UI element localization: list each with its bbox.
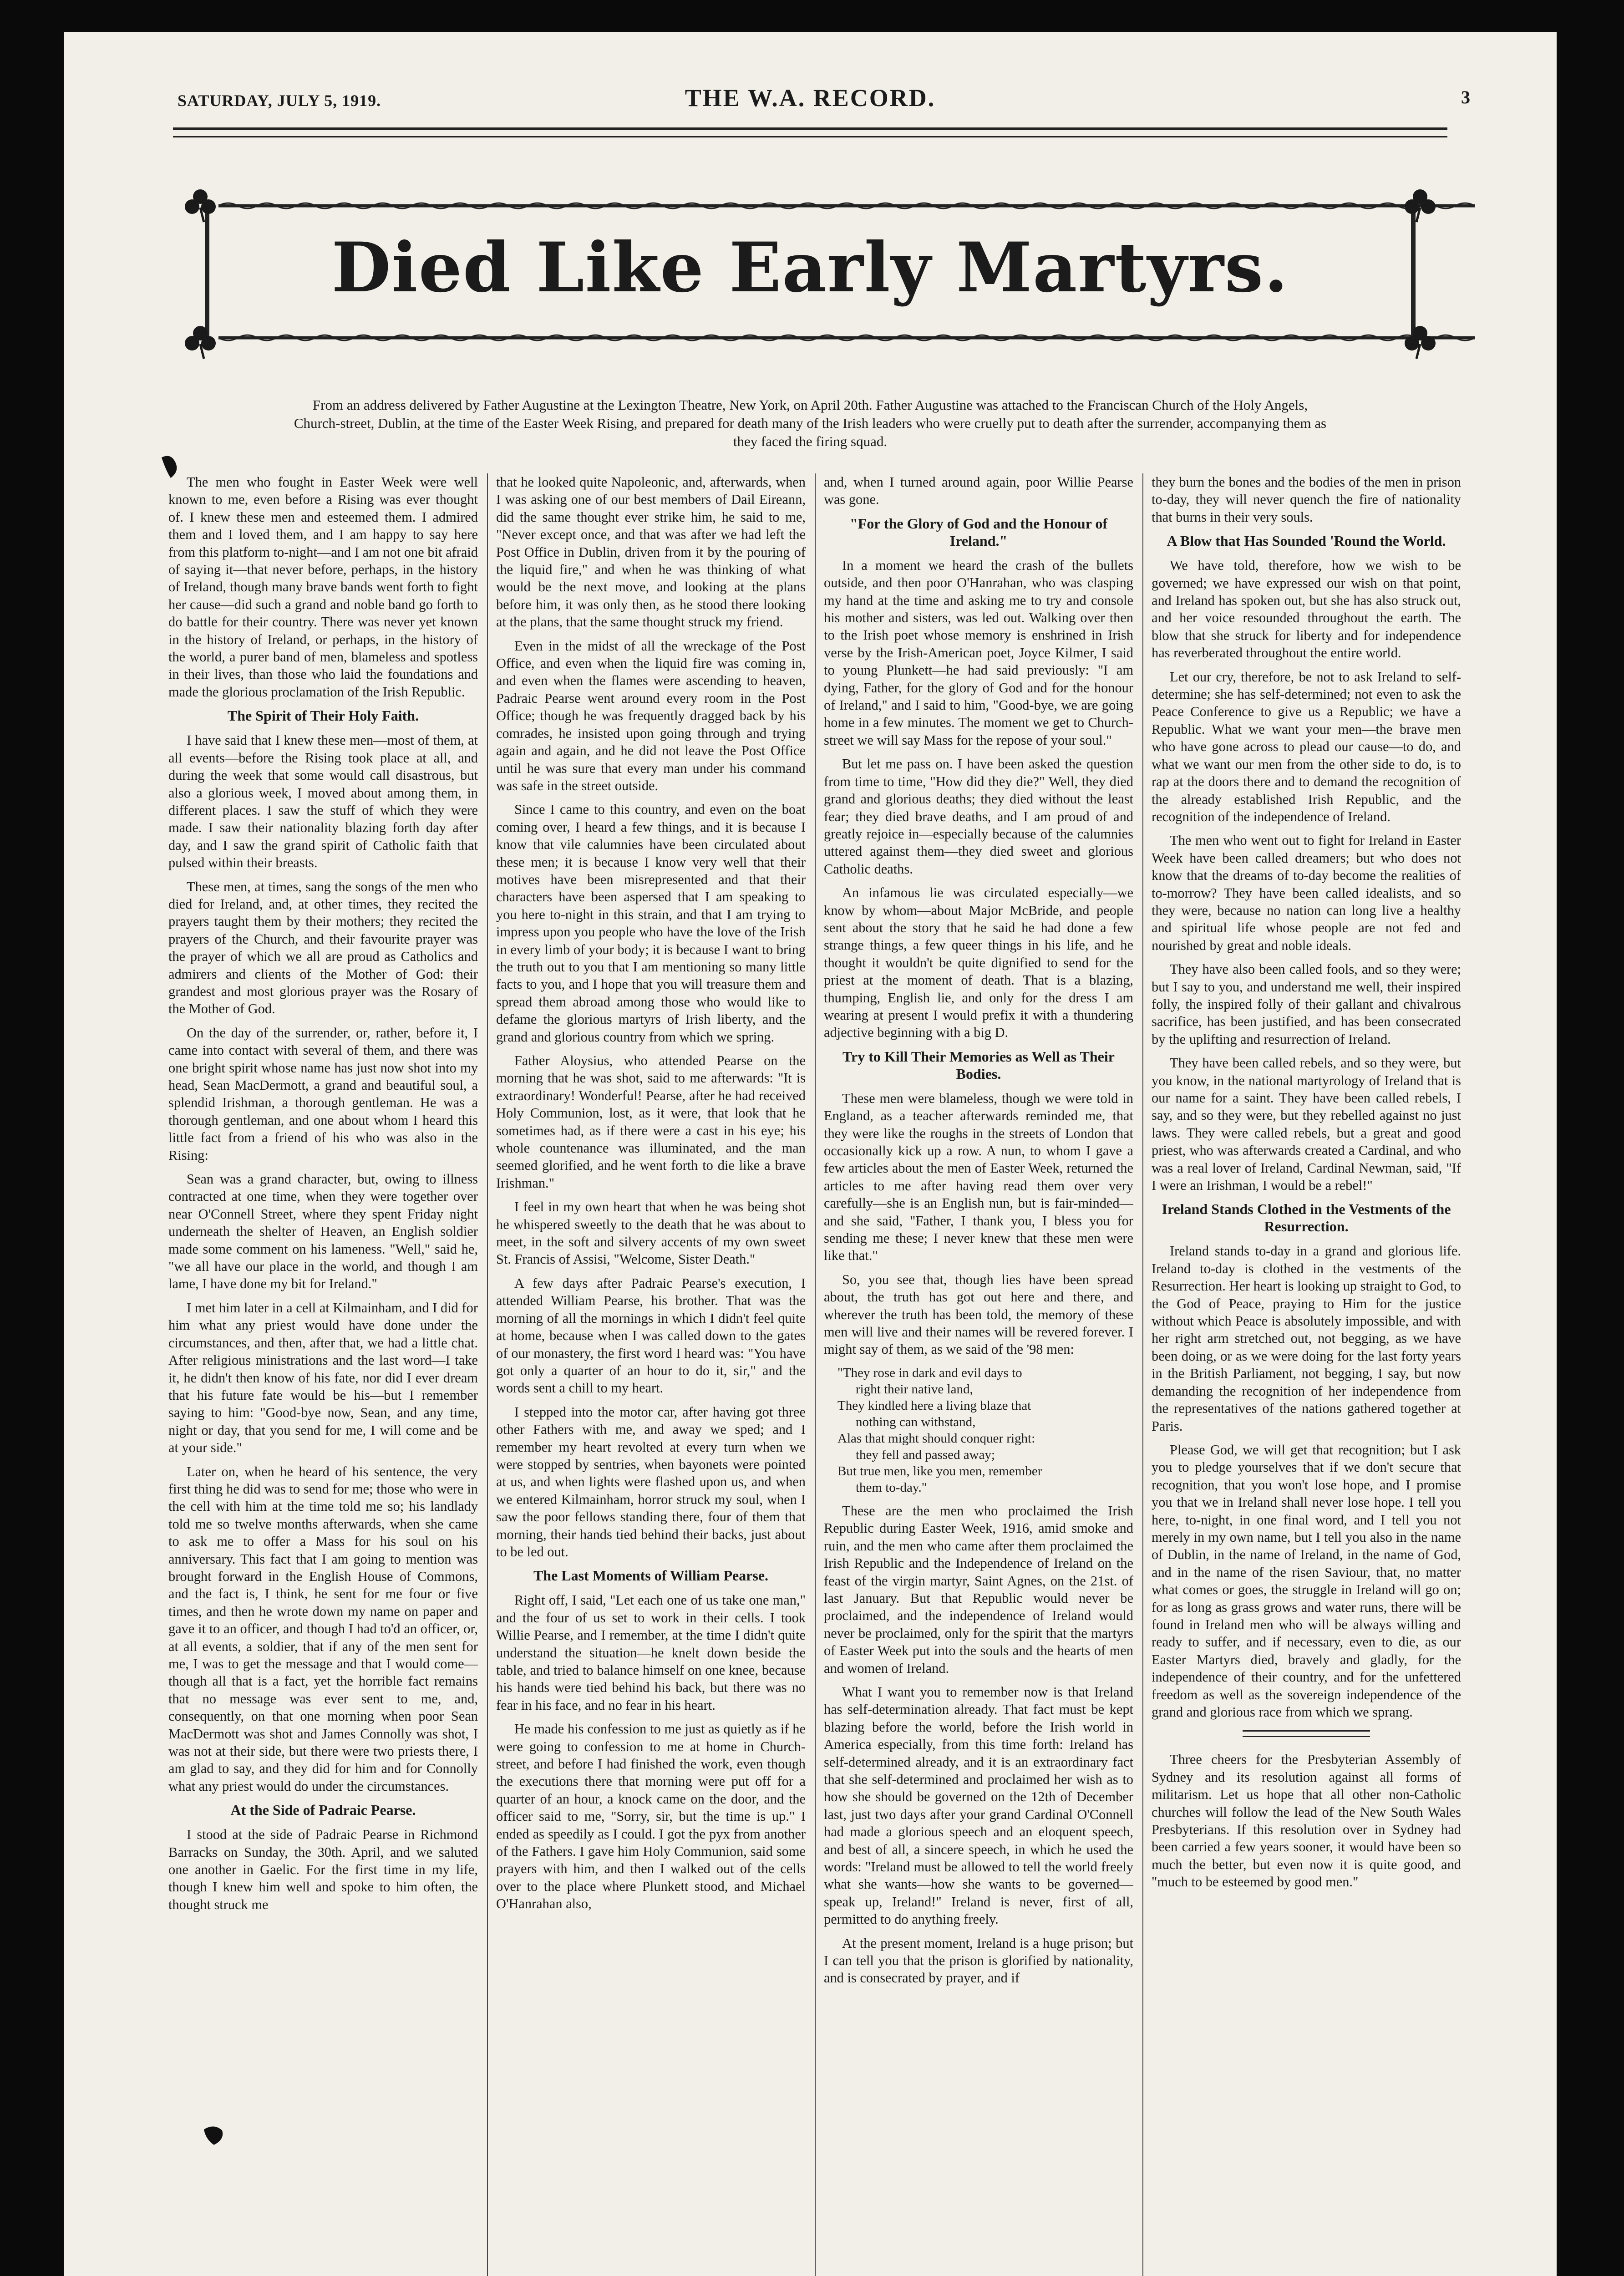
paragraph: These are the men who proclaimed the Irish Republic during Easter Week, 1916, amid smoke and ruin, and the men who came after them proclaimed the Irish Republic and the Independence of Ireland on the feast of the virgin martyr, Saint Agnes, on the 21st. of last January. But that Republic would never be proclaimed, and the independence of Ireland would never be proclaimed, only for the spirit that the martyrs of Easter Week put into the souls and the hearts of men and women of Ireland. [824, 1503, 1133, 1676]
paragraph: The men who went out to fight for Ireland in Easter Week have been called dreamers; but who does not know that the dreams of to-day become the realities of to-morrow? They have been called idealists, and so they were, because no nation can long live a healthy and spiritual life whose people are not fed and nourished by great and noble ideals. [1152, 833, 1461, 953]
column-4 [1152, 473, 1461, 2276]
paragraph: They have also been called fools, and so they were; but I say to you, and understand me well, their inspired folly, the inspired folly of their gallant and chivalrous sacrifice, has been justified, and has been consecrated by the uplifting and resurrection of Ireland. [1152, 961, 1461, 1047]
paragraph: I met him later in a cell at Kilmainham, and I did for him what any priest would have done under the circumstances, and then, after that, we had a little chat. After religious ministrations and the last word—I take it, he didn't then know of his fate, nor did I ever dream that his future fate would be his—but I remember saying to him: "Good-bye now, Sean, and any time, night or day, that you send for me, I will come and be at your side." [168, 1300, 478, 1456]
newspaper-name: THE W.A. RECORD. [685, 84, 936, 112]
verse-line: "They rose in dark and evil days to [837, 1365, 1022, 1380]
paragraph: Three cheers for the Presbyterian Assembly of Sydney and its resolution against all forms of militarism. Let us hope that all other non-Catholic churches will follow the lead of the New South Wales Presbyterians. If this resolution over in Sydney had been carried a few years sooner, it would have been so much the better, but even now it is quite good, and "much to be esteemed by good men." [1152, 1752, 1461, 1890]
article-intro: From an address delivered by Father Augustine at the Lexington Theatre, New York, on April 20th. Father Augustine was attached to the Franciscan Church of the Holy Angels, Church-street, Dublin, at the time of the Easter Week Rising, and prepared for death many of the Irish leaders who were cruelly put to death after the surrender, accompanying them as they faced the firing squad. [294, 397, 1327, 449]
headline-box [182, 187, 1438, 360]
running-head [178, 82, 1470, 118]
column-2 [496, 473, 806, 2276]
shamrock-icon [1402, 187, 1438, 223]
paragraph: So, you see that, though lies have been spread about, the truth has got out here and there, and wherever the truth has been told, the memory of these men will live and their names will be revered forever. I might say of them, as we said of the '98 men: [824, 1271, 1133, 1357]
page-number: 3 [1461, 87, 1470, 107]
article-body [168, 473, 1461, 2276]
subheading: The Last Moments of William Pearse. [533, 1567, 769, 1584]
column-divider [1142, 473, 1143, 2276]
issue-date: SATURDAY, JULY 5, 1919. [178, 91, 381, 110]
subheading: At the Side of Padraic Pearse. [230, 1802, 416, 1819]
paragraph: Please God, we will get that recognition; but I ask you to pledge yourselves that if we don't secure that recognition, that you won't lose hope, and I promise you that we in Ireland shall never lose hope. I tell you here, to-night, in one final word, and I tell you not merely in my own name, but I tell you also in the name of Dublin, in the name of Ireland, in the name of God, and in the name of the risen Saviour, that, no matter what comes or goes, the struggle in Ireland will go on; for as long as grass grows and water runs, there will be found in Ireland men who will be always willing and ready to suffer, and if necessary, even to die, as our Easter Martyrs died, bravely and gladly, for the independence of their country, and for the unfettered freedom as well as the sovereign independence of the grand and glorious race from which we sprang. [1152, 1442, 1461, 1720]
paragraph: that he looked quite Napoleonic, and, afterwards, when I was asking one of our best members of Dail Eireann, did the same thought ever strike him, he said to me, "Never except once, and that was after we had left the Post Office in Dublin, driven from it by the pouring of the liquid fire," and when he was thinking of what would be the next move, and looking at the plans before him, it was only then, as he stood there looking at the plans, that the same thought struck my friend. [496, 474, 806, 630]
column-1 [168, 473, 478, 2276]
paragraph: But let me pass on. I have been asked the question from time to time, "How did they die?" Well, they died grand and glorious deaths; they died without the least fear; they died brave deaths, and I am proud of and greatly rejoice in—especially because of the calumnies uttered against them—they died sweet and glorious Catholic deaths. [824, 756, 1133, 877]
column-3 [824, 473, 1133, 2276]
subheading: A Blow that Has Sounded 'Round the World. [1167, 533, 1446, 549]
paragraph: On the day of the surrender, or, rather, before it, I came into contact with several of them, and there was one bright spirit whose name has just now shot into my head, Sean MacDermott, a grand and beautiful soul, a splendid Irishman, a thorough gentleman. He was a thorough gentleman, and one about whom I heard this little fact from a friend of his who was also in the Rising: [168, 1025, 478, 1163]
subheading: Try to Kill Their Memories as Well as Their Bodies. [842, 1048, 1115, 1082]
ornamental-border-bottom [218, 332, 1475, 343]
paragraph: We have told, therefore, how we wish to be governed; we have expressed our wish on that point, and Ireland has spoken out, but she has also struck out, and her voice resounded throughout the earth. The blow that she struck for liberty and for independence has reverberated throughout the entire world. [1152, 558, 1461, 661]
paragraph: Father Aloysius, who attended Pearse on the morning that he was shot, said to me afterwards: "It is extraordinary! Wonderful! Pearse, after he had received Holy Communion, lost, as it were, that look that he sometimes had, as if there were a cast in his eye; his whole countenance was illuminated, and the man seemed glorified, and he went forth to die like a brave Irishman." [496, 1053, 806, 1191]
paragraph: I have said that I knew these men—most of them, at all events—before the Rising took place at all, and during the week that some would call disastrous, but also a glorious week, I moved about among them, in different places. I saw the stuff of which they were made. I saw their nationality blazing forth day after day, and I saw the grand spirit of Catholic faith that pulsed within their breasts. [168, 732, 478, 871]
paragraph: I stood at the side of Padraic Pearse in Richmond Barracks on Sunday, the 30th. April, and we saluted one another in Gaelic. For the first time in my life, though I knew him well and spoke to him often, the thought struck me [168, 1827, 478, 1912]
paragraph: What I want you to remember now is that Ireland has self-determination already. That fact must be kept blazing before the world, before the Irish world in America especially, from this time forth: Ireland has self-determined already, and it is an extraordinary fact that she self-determined and proclaimed her wish as to how she should be governed on the 12th of December last, just two days after your grand Cardinal O'Connell had made a glorious speech and an eloquent speech, and best of all, a sincere speech, in which he used the words: "Ireland must be allowed to tell the world freely what she wants—how she wants to be governed—speak up, Ireland!" Ireland is never, first of all, permitted to do anything freely. [824, 1684, 1133, 1927]
verse-line: right their native land, [856, 1382, 973, 1397]
paragraph: A few days after Padraic Pearse's execution, I attended William Pearse, his brother. That was the morning of all the mornings in which I didn't feel quite at home, because when I was called down to the gates of our monastery, the first word I heard was: "You have got only a quarter of an hour to do it, sir," and the words sent a chill to my heart. [496, 1275, 806, 1396]
paragraph: An infamous lie was circulated especially—we know by whom—about Major McBride, and people sent about the story that he said he had done a few strange things, a few queer things in his life, and he thought it wouldn't be quite dignified to send for the priest at the moment of death. That is a blazing, thumping, English lie, and only for the dress I am wearing at present I would prefix it with a thundering adjective beginning with a big D. [824, 885, 1133, 1041]
paragraph: Since I came to this country, and even on the boat coming over, I heard a few things, and it is because I know that vile calumnies have been circulated about these men; it is because I know very well that their motives have been misrepresented and that their characters have been aspersed that I am speaking to you here to-night in this strain, and that I am trying to impress upon you people who have the love of the Irish in every limb of your body; it is because I want to bring the truth out to you that I am mentioning so many little facts to you, and I hope that you will treasure them and spread them abroad among those who would like to defame the glorious martyrs of Irish liberty, and the grand and glorious country from which we spring. [496, 802, 806, 1045]
verse-line: They kindled here a living blaze that [837, 1398, 1031, 1413]
column-divider [815, 473, 816, 2276]
paragraph: They have been called rebels, and so they were, but you know, in the national martyrology of Ireland that is our name for a saint. They have been called rebels, I say, and so they were, but they rebelled against no just laws. They were called rebels, but a great and good priest, who was afterwards created a Cardinal, and who was a real lover of Ireland, Cardinal Newman, said, "If I were an Irishman, I would be a rebel!" [1152, 1055, 1461, 1194]
paragraph: In a moment we heard the crash of the bullets outside, and then poor O'Hanrahan, who was clasping my hand at the time and asking me to try and console his mother and sisters, was led out. Walking over then to the Irish poet whose memory is enshrined in Irish verse by the Irish-American poet, Joyce Kilmer, I said to young Plunkett—he had said previously: "I am dying, Father, for the glory of God and for the honour of Ireland," and I said to him, "Good-bye, we are going home in a few minutes. The moment we get to Church-street we will say Mass for the repose of your soul." [824, 557, 1133, 748]
header-rule [173, 127, 1447, 137]
column-divider [487, 473, 488, 2276]
paragraph: they burn the bones and the bodies of the men in prison to-day, they will never quench the fire of nationality that burns in their very souls. [1152, 474, 1461, 525]
verse-line: Alas that might should conquer right: [837, 1431, 1035, 1446]
paragraph: Right off, I said, "Let each one of us take one man," and the four of us set to work in their cells. I took Willie Pearse, and I remember, at the time I didn't quite understand the situation—he knelt down beside the table, and tried to balance himself on one knee, because his hands were tied behind his back, but there was no fear in his face, and no fear in his heart. [496, 1592, 806, 1713]
newspaper-page [64, 32, 1557, 2276]
verse-line: they fell and passed away; [856, 1447, 995, 1462]
subheading: "For the Glory of God and the Honour of Ireland." [850, 515, 1107, 549]
paragraph: I stepped into the motor car, after having got three other Fathers with me, and away we sped; and I remember my heart revolted at every turn when we were stopped by sentries, when bayonets were pointed at us, and when lights were flashed upon us, and when we entered Kilmainham, horror struck my soul, when I saw the poor fellows standing there, four of them that morning, their hands tied behind their backs, just about to be led out. [496, 1404, 806, 1560]
shamrock-icon [182, 323, 218, 360]
section-divider [1243, 1730, 1370, 1737]
paragraph: Later on, when he heard of his sentence, the very first thing he did was to send for me; those who were in the cell with him at the time told me so; his landlady told me so twelve months afterwards, when she came to ask me to offer a Mass for his soul on his anniversary. This fact that I am going to mention was brought forward in the English House of Commons, and the fact is, I think, he sent for me four or five times, and then he wrote down my name on paper and gave it to an officer, and though I had to'd an officer, or, at all events, a soldier, that if any of the men sent for me, I was to get the message and that I would come—though all that is a fact, yet the horrible fact remains that no message was ever sent to me, and, consequently, on that one morning when poor Sean MacDermott was shot and James Connolly was shot, I was not at their side, but there were two priests there, I am glad to say, and they did for him and for Connolly what any priest would do under the circumstances. [168, 1463, 478, 1794]
subheading: Ireland Stands Clothed in the Vestments of the Resurrection. [1162, 1201, 1451, 1235]
verse-line: nothing can withstand, [856, 1414, 976, 1429]
paragraph: At the present moment, Ireland is a huge prison; but I can tell you that the prison is glorified by nationality, and is consecrated by prayer, and if [824, 1935, 1133, 1986]
shamrock-icon [182, 187, 218, 223]
paragraph: He made his confession to me just as quietly as if he were going to confession to me at home in Church-street, and before I had finished the work, even though the executions there that morning were put off for a quarter of an hour, a knock came on the door, and the officer said to me, "Sorry, sir, but the time is up." I ended as speedily as I could. I got the pyx from another of the Fathers. I gave him Holy Communion, said some prayers with him, and then I walked out of the cells over to the place where Plunkett stood, and Michael O'Hanrahan also, [496, 1721, 806, 1912]
paragraph: These men, at times, sang the songs of the men who died for Ireland, and, at other times, they recited the prayers taught them by their mothers; they recited the prayers of the Church, and their favourite prayer was the prayer of which we all are proud as Catholics and admirers and clients of the Mother of God: their grandest and most glorious prayer was the Rosary of the Mother of God. [168, 879, 478, 1017]
paragraph: These men were blameless, though we were told in England, as a teacher afterwards reminded me, that they were like the roughs in the streets of London that occasionally kick up a row. A nun, to whom I gave a few articles about the men of Easter Week, returned the articles to me after having read them over very carefully—she is an English nun, but is fair-minded—and she said, "Father, I thank you, I bless you for sending me these; I never knew that these men were like that." [824, 1090, 1133, 1264]
subheading: The Spirit of Their Holy Faith. [227, 707, 419, 724]
paragraph: Ireland stands to-day in a grand and glorious life. Ireland to-day is clothed in the vestments of the Resurrection. Her heart is looking up straight to God, to the God of Peace, praying to Him for the justice without which Peace is absolutely impossible, and with her right arm stretched out, not begging, as we have been doing, or as we were doing for the last forty years in the British Parliament, not begging, I say, but now demanding the recognition of her independence from the representatives of the nations gathered together at Paris. [1152, 1243, 1461, 1434]
shamrock-icon [1402, 323, 1438, 360]
headline: Died Like Early Martyrs. [331, 228, 1289, 308]
paragraph: Even in the midst of all the wreckage of the Post Office, and even when the liquid fire was coming in, and even when the flames were ascending to heaven, Padraic Pearse went around every room in the Post Office; though he was frequently dragged back by his comrades, he insisted upon going through and trying again and again, and he did not leave the Post Office until he was sure that every man under his command was safe in the street outside. [496, 638, 806, 793]
paragraph: The men who fought in Easter Week were well known to me, even before a Rising was ever thought of. I knew these men and esteemed them. I admired them and I loved them, and I am happy to say here from this platform to-night—and I am not one bit afraid of saying it—that never before, perhaps, in the history of Ireland, though many brave bands went forth to fight her cause—did such a grand and noble band go forth to do battle for their country. There was never yet known in the history of Ireland, or perhaps, in the history of the world, a purer band of men, blameless and spotless in their lives, than those who laid the foundations and made the glorious proclamation of the Irish Republic. [168, 474, 478, 700]
paragraph: I feel in my own heart that when he was being shot he whispered sweetly to the death that he was about to meet, in the soft and silvery accents of my own sweet St. Francis of Assisi, "Welcome, Sister Death." [496, 1199, 806, 1267]
paragraph: Sean was a grand character, but, owing to illness contracted at one time, when they were together over near O'Connell Street, where they spent Friday night underneath the shelter of Heaven, an English soldier made some comment on his lameness. "Well," said he, "we all have our place in the world, and though I am lame, I have done my bit for Ireland." [168, 1171, 478, 1292]
poem-quote [837, 1365, 1133, 1496]
verse-line: But true men, like you men, remember [837, 1463, 1042, 1478]
ornamental-border-top [218, 200, 1475, 211]
paragraph: Let our cry, therefore, be not to ask Ireland to self-determine; she has self-determined; not even to ask the Peace Conference to give us a Republic; we have a Republic. What we want your men—the brave men who have gone across to plead our cause—to do, and what we want our men from the other side to do, is to rap at the doors there and to demand the recognition of the already established Irish Republic, and the recognition of the independence of Ireland. [1152, 669, 1461, 824]
verse-line: them to-day." [856, 1480, 927, 1495]
paragraph: and, when I turned around again, poor Willie Pearse was gone. [824, 474, 1133, 508]
